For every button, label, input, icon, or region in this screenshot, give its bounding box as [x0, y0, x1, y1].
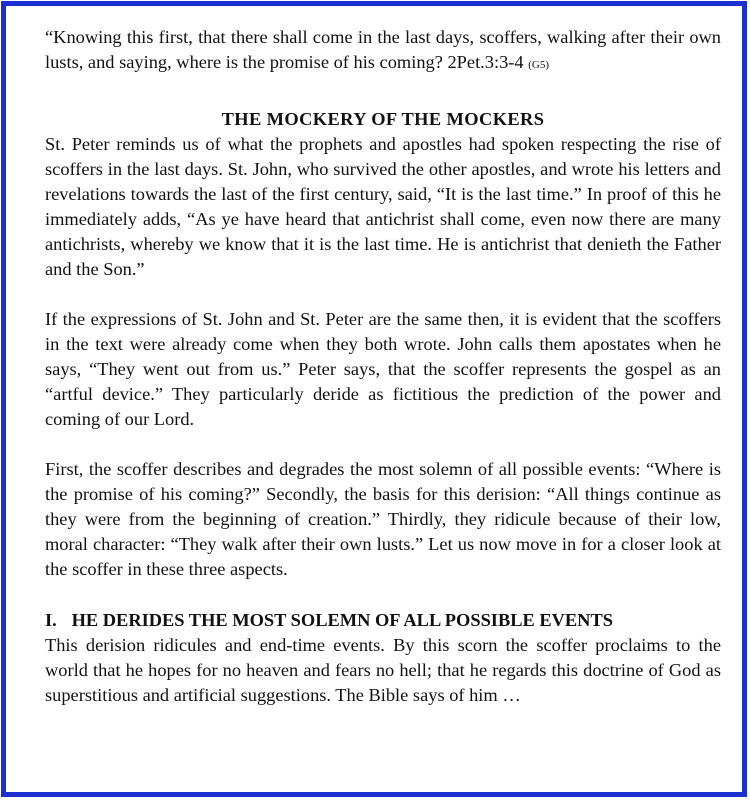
epigraph-ref: (G5) — [528, 59, 549, 71]
page-title: THE MOCKERY OF THE MOCKERS — [221, 109, 545, 129]
section-heading — [45, 608, 721, 633]
section-paragraph: This derision ridicules and end-time events. By this scorn the scoffer proclaims to the world that he hopes for no heaven and fears no hell; that he regards this doctrine of God as superstitious and artificial suggestions. The Bible says of him … — [45, 635, 721, 705]
page-border — [1, 1, 747, 797]
section-title: HE DERIDES THE MOST SOLEMN OF ALL POSSIBLE EVENTS — [71, 610, 613, 630]
paragraph-1: St. Peter reminds us of what the prophets and apostles had spoken respecting the rise of scoffers in the last days. St. John, who survived the other apostles, and wrote his letters and revelations towards the last of the first century, said, “It is the last time.” In proof of this he immediately adds, “As ye have heard that antichrist shall come, even now there are many antichrists, whereby we know that it is the last time. He is antichrist that denieth the Father and the Son.” — [45, 134, 721, 279]
paragraph-3: First, the scoffer describes and degrades the most solemn of all possible events: “Where is the promise of his coming?” Secondly, the basis for this derision: “All things continue as they were from the beginning of creation.” Thirdly, they ridicule because of their low, moral character: “They walk after their own lusts.” Let us now move in for a closer look at the scoffer in these three aspects. — [45, 459, 721, 579]
epigraph-text: “Knowing this first, that there shall come in the last days, scoffers, walking after their own lusts, and saying, where is the promise of his coming? 2Pet.3:3-4 — [45, 27, 721, 72]
paragraph-2: If the expressions of St. John and St. Peter are the same then, it is evident that the scoffers in the text were already come when they both wrote. John calls them apostates when he says, “They went out from us.” Peter says, that the scoffer represents the gospel as an “artful device.” They particularly deride as fictitious the prediction of the power and coming of our Lord. — [45, 309, 721, 429]
section-number: I. — [45, 610, 57, 630]
document-body — [45, 25, 721, 708]
epigraph — [45, 25, 721, 78]
